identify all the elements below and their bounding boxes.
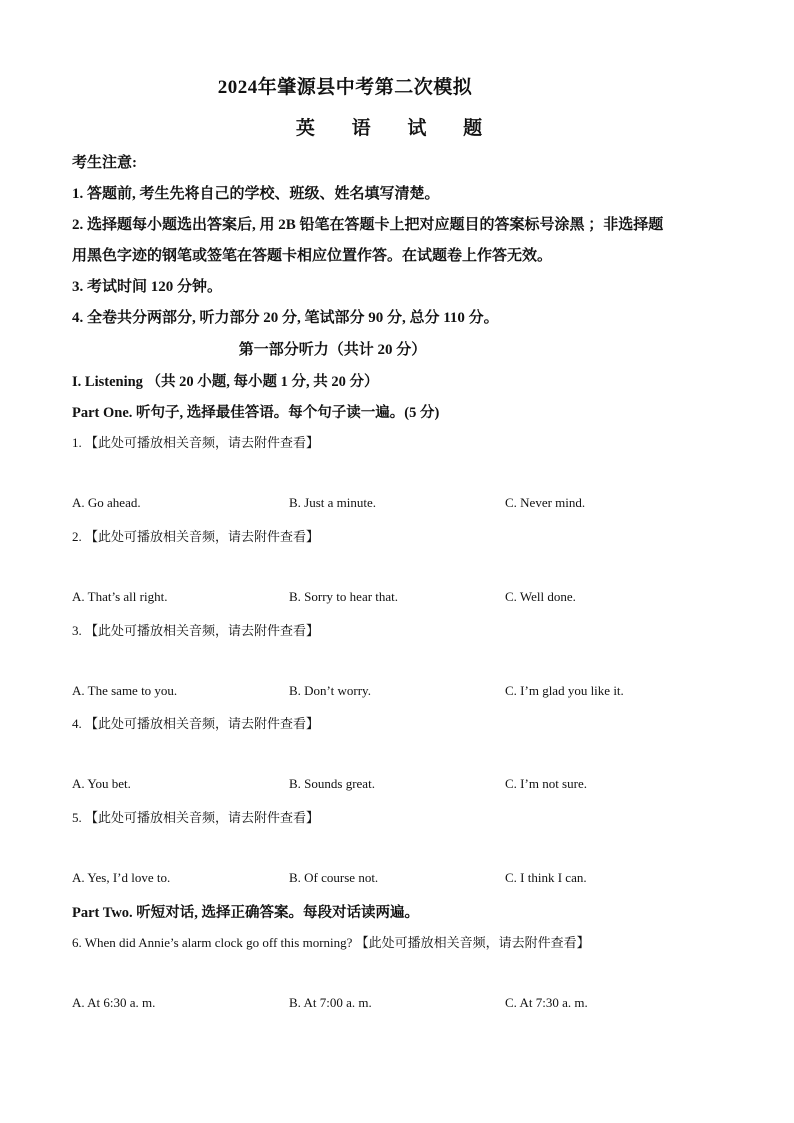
notice-item-3: 3. 考试时间 120 分钟。 (72, 279, 223, 295)
question-6-prompt: 6. When did Annie’s alarm clock go off this morning? 【此处可播放相关音频，请去附件查看】 (72, 935, 590, 950)
question-4-option-a: A. You bet. (72, 776, 131, 791)
part-one-heading: Part One. 听句子, 选择最佳答语。每个句子读一遍。(5 分) (72, 405, 440, 421)
question-2-option-c: C. Well done. (505, 589, 576, 604)
question-4-prompt: 4. 【此处可播放相关音频，请去附件查看】 (72, 716, 320, 731)
exam-title: 2024年肇源县中考第二次模拟 (217, 77, 473, 98)
exam-subtitle: 英 语 试 题 (295, 118, 499, 139)
section-heading: 第一部分听力（共计 20 分） (238, 342, 427, 358)
question-5-option-c: C. I think I can. (505, 870, 587, 885)
question-5-option-b: B. Of course not. (289, 870, 379, 885)
question-3-option-c: C. I’m glad you like it. (505, 683, 624, 698)
question-3-option-a: A. The same to you. (72, 683, 178, 698)
notice-item-1: 1. 答题前, 考生先将自己的学校、班级、姓名填写清楚。 (72, 186, 440, 202)
question-1-option-b: B. Just a minute. (289, 495, 377, 510)
question-6-option-a: A. At 6:30 a. m. (72, 995, 156, 1010)
listening-heading: I. Listening （共 20 小题, 每小题 1 分, 共 20 分） (72, 374, 379, 390)
question-3-prompt: 3. 【此处可播放相关音频，请去附件查看】 (72, 623, 320, 638)
notice-item-4: 4. 全卷共分两部分, 听力部分 20 分, 笔试部分 90 分, 总分 110 分。 (72, 310, 499, 326)
question-4-option-c: C. I’m not sure. (505, 776, 587, 791)
question-2-prompt: 2. 【此处可播放相关音频，请去附件查看】 (72, 529, 320, 544)
question-1-option-a: A. Go ahead. (72, 495, 141, 510)
question-6-option-c: C. At 7:30 a. m. (505, 995, 588, 1010)
notice-heading: 考生注意: (72, 155, 137, 171)
question-5-option-a: A. Yes, I’d love to. (72, 870, 171, 885)
question-1-prompt: 1. 【此处可播放相关音频，请去附件查看】 (72, 435, 320, 450)
part-two-heading: Part Two. 听短对话, 选择正确答案。每段对话读两遍。 (72, 905, 420, 921)
notice-item-2-line-1: 2. 选择题每小题选出答案后, 用 2B 铅笔在答题卡上把对应题目的答案标号涂黑 ；非选择题 (72, 217, 664, 233)
question-1-option-c: C. Never mind. (505, 495, 586, 510)
notice-item-2-line-2: 用黑色字迹的钢笔或签笔在答题卡相应位置作答。在试题卷上作答无效。 (72, 248, 553, 264)
question-2-option-b: B. Sorry to hear that. (289, 589, 399, 604)
question-6-option-b: B. At 7:00 a. m. (289, 995, 372, 1010)
question-5-prompt: 5. 【此处可播放相关音频，请去附件查看】 (72, 810, 320, 825)
question-3-option-b: B. Don’t worry. (289, 683, 371, 698)
question-2-option-a: A. That’s all right. (72, 589, 168, 604)
question-4-option-b: B. Sounds great. (289, 776, 375, 791)
